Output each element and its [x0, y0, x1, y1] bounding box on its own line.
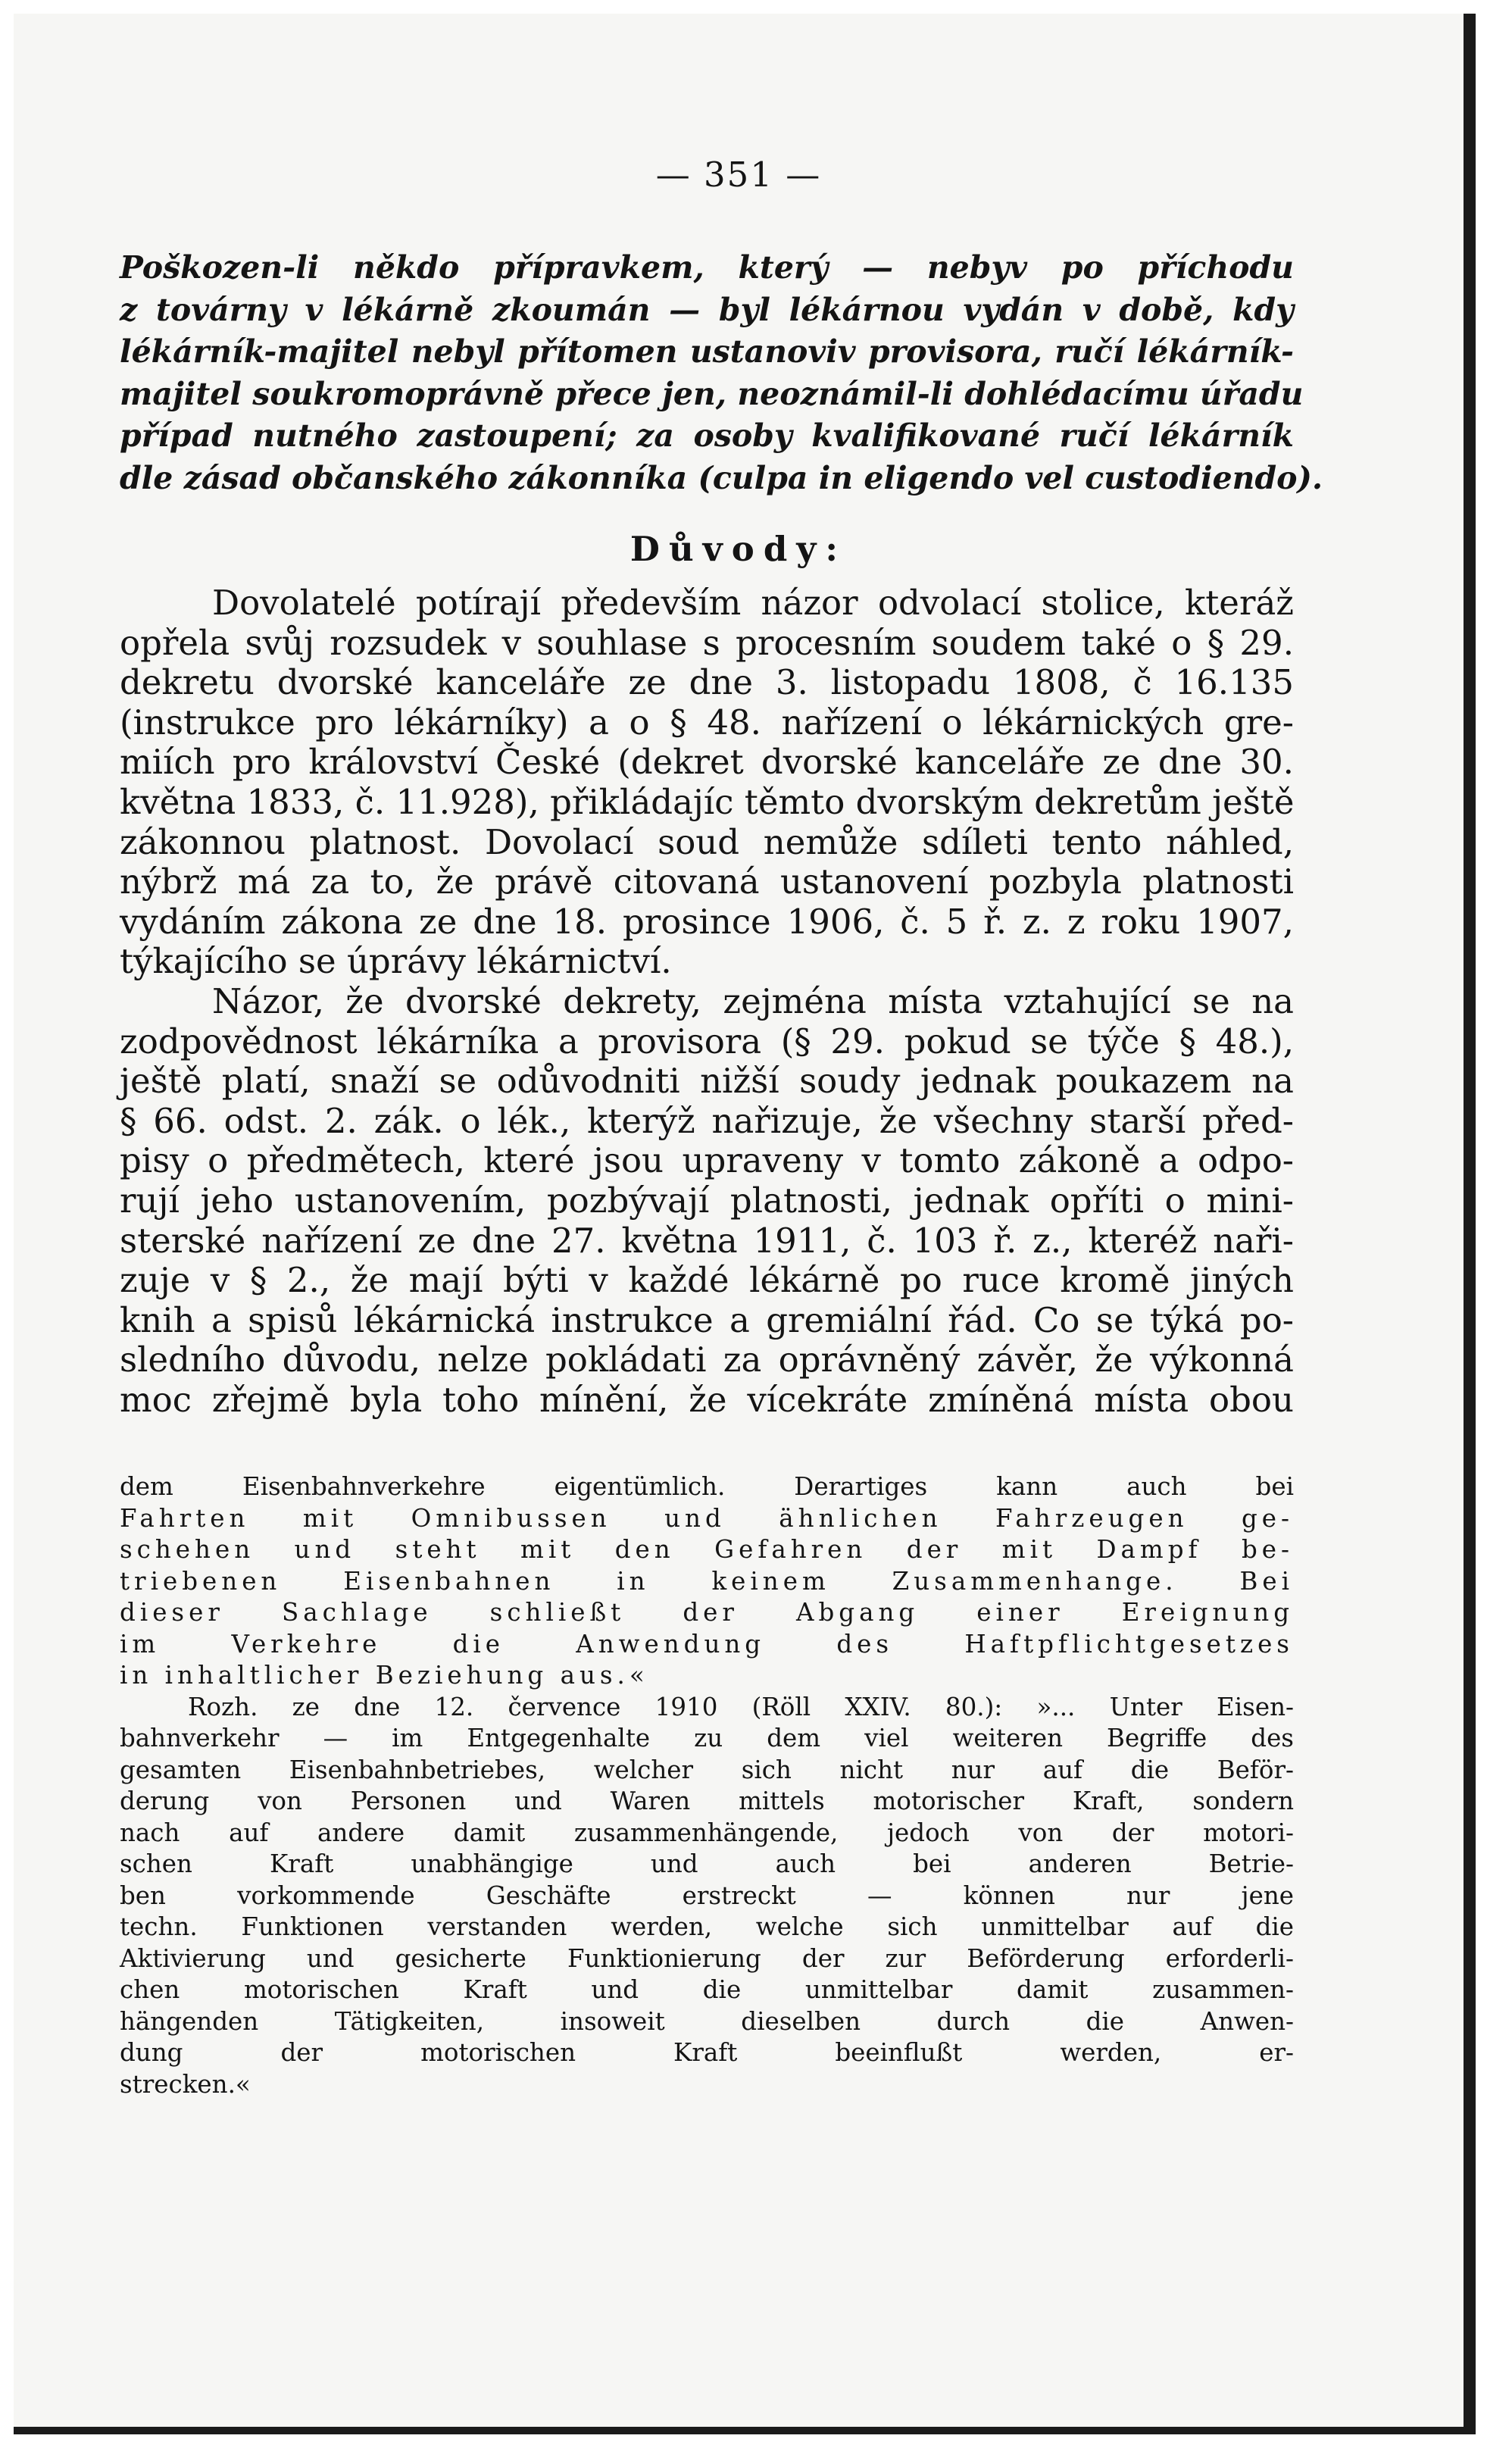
- text-line: nýbrž má za to, že právě citovaná ustanovení pozbyla platnosti: [120, 861, 1294, 902]
- text-line: zákonnou platnost. Dovolací soud nemůže sdíleti tento náhled,: [120, 821, 1294, 862]
- text-line: ještě platí, snaží se odůvodniti nižší soudy jednak poukazem na: [120, 1061, 1294, 1102]
- text-line: Dovolatelé potírají především názor odvolací stolice, kteráž: [212, 583, 1294, 623]
- text-line: týkajícího se úprávy lékárnictví.: [120, 941, 672, 982]
- text-line: z továrny v lékárně zkoumán — byl lékárnou vydán v době, kdy: [120, 291, 1294, 328]
- footnote-line: schen Kraft unabhängige und auch bei anderen Betrie-: [120, 1849, 1294, 1878]
- footnote-line: chen motorischen Kraft und die unmittelbar damit zusammen-: [120, 1975, 1294, 2004]
- book-page: [14, 14, 1476, 2434]
- section-heading: Důvody:: [629, 529, 848, 569]
- footnote-line: Fahrten mit Omnibussen und ähnlichen Fahrzeugen ge-: [120, 1503, 1294, 1533]
- footnote-line: dung der motorischen Kraft beeinflußt werden, er-: [120, 2038, 1294, 2067]
- footnote-line: techn. Funktionen verstanden werden, welche sich unmittelbar auf die: [120, 1912, 1294, 1941]
- text-line: vydáním zákona ze dne 18. prosince 1906, č. 5 ř. z. z roku 1907,: [120, 901, 1294, 942]
- footnote-line: nach auf andere damit zusammenhängende, jedoch von der motori-: [120, 1818, 1294, 1847]
- text-line: rují jeho ustanovením, pozbývají platnosti, jednak opříti o mini-: [120, 1180, 1294, 1221]
- text-line: miích pro království České (dekret dvorské kanceláře ze dne 30.: [120, 742, 1294, 783]
- footnote-line: bahnverkehr — im Entgegenhalte zu dem viel weiteren Begriffe des: [120, 1724, 1294, 1752]
- text-line: dle zásad občanského zákonníka (culpa in eligendo vel custodiendo).: [120, 459, 1323, 496]
- text-line: Poškozen-li někdo přípravkem, který — nebyv po příchodu: [120, 249, 1294, 286]
- footnote-line: hängenden Tätigkeiten, insoweit dieselben durch die Anwen-: [120, 2006, 1294, 2036]
- text-line: moc zřejmě byla toho mínění, že vícekráte zmíněná místa obou: [120, 1379, 1294, 1420]
- main-text: [120, 583, 1294, 1420]
- text-line: majitel soukromoprávně přece jen, neoznámil-li dohlédacímu úřadu: [120, 375, 1304, 412]
- footnote-line: triebenen Eisenbahnen in keinem Zusammenhange. Bei: [120, 1566, 1294, 1596]
- text-line: sledního důvodu, nelze pokládati za oprávněný závěr, že výkonná: [120, 1340, 1294, 1380]
- page-number: — 351 —: [655, 155, 822, 195]
- text-line: lékárník-majitel nebyl přítomen ustanoviv provisora, ručí lékárník-: [120, 333, 1294, 370]
- text-line: případ nutného zastoupení; za osoby kvalifikované ručí lékárník: [120, 417, 1294, 454]
- text-line: pisy o předmětech, které jsou upraveny v tomto zákoně a odpo-: [120, 1140, 1294, 1181]
- footnote-line: gesamten Eisenbahnbetriebes, welcher sich nicht nur auf die Beför-: [120, 1755, 1294, 1784]
- footnote-line: strecken.«: [120, 2069, 251, 2099]
- footnote-line: dem Eisenbahnverkehre eigentümlich. Derartiges kann auch bei: [120, 1472, 1294, 1501]
- footnote-line: derung von Personen und Waren mittels motorischer Kraft, sondern: [120, 1787, 1294, 1815]
- footnote-line: ben vorkommende Geschäfte erstreckt — können nur jene: [120, 1881, 1294, 1910]
- footnote-line: Rozh. ze dne 12. července 1910 (Röll XXIV. 80.): »... Unter Eisen-: [188, 1692, 1294, 1721]
- text-line: (instrukce pro lékárníky) a o § 48. nařízení o lékárnických gre-: [120, 702, 1294, 743]
- footnote-line: schehen und steht mit den Gefahren der mit Dampf be-: [120, 1535, 1294, 1564]
- footnote-line: im Verkehre die Anwendung des Haftpflichtgesetzes: [120, 1629, 1294, 1659]
- footnote-text: [120, 1471, 1294, 2100]
- footnote-line: Aktivierung und gesicherte Funktionierung der zur Beförderung erforderli-: [120, 1943, 1294, 1973]
- text-line: zuje v § 2., že mají býti v každé lékárně po ruce kromě jiných: [120, 1260, 1294, 1301]
- text-line: května 1833, č. 11.928), přikládajíc těmto dvorským dekretům ještě: [120, 781, 1295, 822]
- text-line: sterské nařízení ze dne 27. května 1911, č. 103 ř. z., kteréž naři-: [120, 1220, 1294, 1261]
- text-line: dekretu dvorské kanceláře ze dne 3. listopadu 1808, č 16.135: [120, 662, 1294, 703]
- text-line: zodpovědnost lékárníka a provisora (§ 29. pokud se týče § 48.),: [120, 1021, 1294, 1061]
- text-line: § 66. odst. 2. zák. o lék., kterýž nařizuje, že všechny starší před-: [120, 1100, 1294, 1141]
- text-line: knih a spisů lékárnická instrukce a gremiální řád. Co se týká po-: [120, 1299, 1294, 1340]
- text-line: Názor, že dvorské dekrety, zejména místa vztahující se na: [212, 980, 1294, 1021]
- footnote-line: in inhaltlicher Beziehung aus.«: [120, 1661, 649, 1690]
- footnote-line: dieser Sachlage schließt der Abgang einer Ereignung: [120, 1598, 1294, 1627]
- legal-principle-summary: [120, 247, 1323, 499]
- text-line: opřela svůj rozsudek v souhlase s procesním soudem také o § 29.: [120, 622, 1294, 663]
